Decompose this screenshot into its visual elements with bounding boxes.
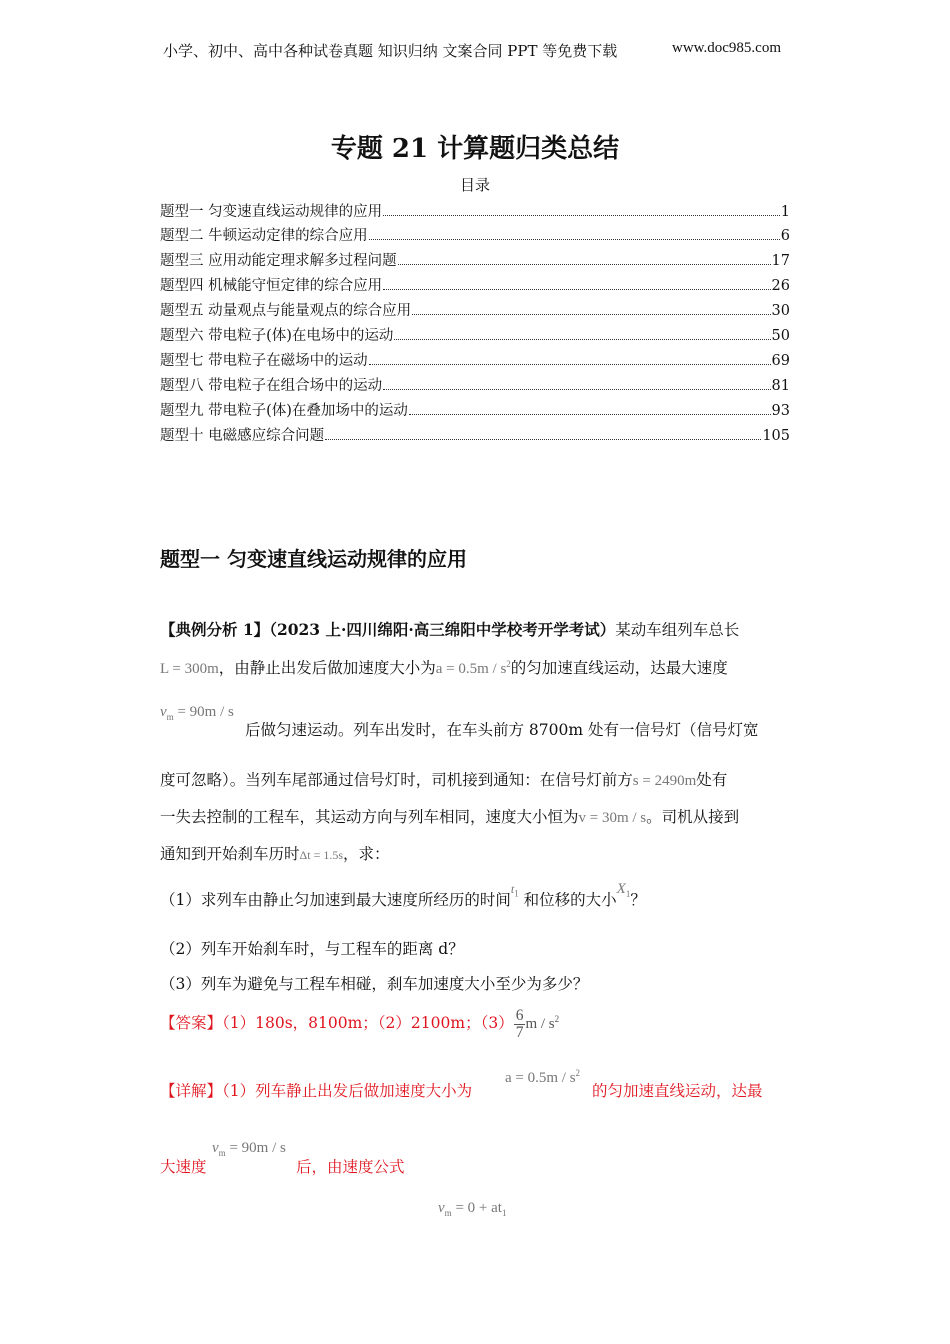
toc-entry[interactable]: [160, 224, 790, 245]
toc-page: 26: [771, 278, 790, 294]
detail-line-2a: 大速度: [160, 1158, 207, 1176]
toc-leader: [383, 289, 770, 290]
example-line-6: 通知到开始刹车历时Δt = 1.5s，求：: [160, 845, 390, 863]
toc-entry[interactable]: [160, 200, 790, 221]
toc-leader: [394, 339, 770, 340]
toc-label: 题型八 带电粒子在组合场中的运动: [160, 378, 383, 394]
answer-fraction: $\frac{6}{7}$: [515, 1007, 524, 1041]
toc-entry[interactable]: [160, 424, 790, 445]
header-text: 小学、初中、高中各种试卷真题 知识归纳 文案合同 PPT 等免费下载: [163, 42, 618, 60]
question-2: （2）列车开始刹车时，与工程车的距离 d？: [160, 940, 464, 958]
toc-leader: [369, 239, 780, 240]
toc-entry[interactable]: [160, 249, 790, 270]
example-line-3: 后做匀速运动。列车出发时，在车头前方 8700m 处有一信号灯（信号灯宽: [245, 721, 759, 739]
toc-entry[interactable]: [160, 324, 790, 345]
toc-page: 50: [771, 328, 790, 344]
toc-entry[interactable]: [160, 374, 790, 395]
velocity-formula: $v_m = 0 + at_1$: [438, 1200, 507, 1218]
toc-page: 81: [771, 378, 790, 394]
toc-label: 题型五 动量观点与能量观点的综合应用: [160, 303, 412, 319]
toc-page: 30: [771, 303, 790, 319]
toc-leader: [383, 389, 770, 390]
toc-page: 69: [771, 353, 790, 369]
question-3: （3）列车为避免与工程车相碰，刹车加速度大小至少为多少？: [160, 975, 589, 993]
example-vm-formula: $v_m = 90m / s$: [160, 704, 234, 722]
section-title: 题型一 匀变速直线运动规律的应用: [160, 547, 467, 571]
toc-label: 题型六 带电粒子(体)在电场中的运动: [160, 328, 394, 344]
toc-page: 17: [771, 253, 790, 269]
toc-leader: [369, 364, 771, 365]
toc-leader: [383, 215, 780, 216]
detail-line-2b: 后，由速度公式: [296, 1158, 405, 1176]
toc-leader: [412, 314, 770, 315]
toc-page: 93: [771, 403, 790, 419]
example-line-1: 【典例分析 1】（2023 上·四川绵阳·高三绵阳中学校考开学考试）某动车组列车总长: [160, 620, 740, 639]
toc-page: 1: [780, 204, 790, 220]
toc-label: 题型七 带电粒子在磁场中的运动: [160, 353, 368, 369]
toc-label: 题型十 电磁感应综合问题: [160, 428, 325, 444]
question-1: （1）求列车由静止匀加速到最大速度所经历的时间$^{t_1}$ 和位移的大小$X_1$？: [160, 881, 646, 909]
detail-line-1b: 的匀加速直线运动，达最: [592, 1082, 763, 1100]
toc-leader: [325, 439, 761, 440]
toc-page: 6: [780, 228, 790, 244]
example-line-2: L = 300m，由静止出发后做加速度大小为$a = 0.5m / s^2$的匀加速直线运动，达最大速度: [160, 659, 728, 677]
header-url[interactable]: www.doc985.com: [672, 40, 782, 56]
detail-a-formula: $a = 0.5m / s^2$: [505, 1068, 581, 1086]
detail-vm-formula: $v_m = 90m / s$: [212, 1140, 286, 1158]
toc-entry[interactable]: [160, 349, 790, 370]
toc-label: 题型一 匀变速直线运动规律的应用: [160, 204, 383, 220]
toc-page: 105: [762, 428, 790, 444]
example-line-5: 一失去控制的工程车，其运动方向与列车相同，速度大小恒为v = 30m / s。司机从接到: [160, 808, 740, 826]
toc-label: 题型三 应用动能定理求解多过程问题: [160, 253, 397, 269]
toc-entry[interactable]: [160, 274, 790, 295]
toc-leader: [398, 264, 771, 265]
toc-entry[interactable]: [160, 399, 790, 420]
answer-line: 【答案】（1）180s，8100m；（2）2100m；（3） $\frac{6}{7}$ m / $s^2$: [160, 1007, 560, 1041]
example-line-4: 度可忽略）。当列车尾部通过信号灯时，司机接到通知：在信号灯前方s = 2490m处有: [160, 771, 728, 789]
toc-label: 题型九 带电粒子(体)在叠加场中的运动: [160, 403, 408, 419]
toc-heading: 目录: [459, 176, 490, 194]
toc-entry[interactable]: [160, 299, 790, 320]
detail-line-1: 【详解】（1）列车静止出发后做加速度大小为: [160, 1082, 473, 1100]
toc-leader: [409, 414, 771, 415]
page-title: 专题 21 计算题归类总结: [330, 134, 620, 164]
toc-label: 题型四 机械能守恒定律的综合应用: [160, 278, 383, 294]
toc-label: 题型二 牛顿运动定律的综合应用: [160, 228, 368, 244]
